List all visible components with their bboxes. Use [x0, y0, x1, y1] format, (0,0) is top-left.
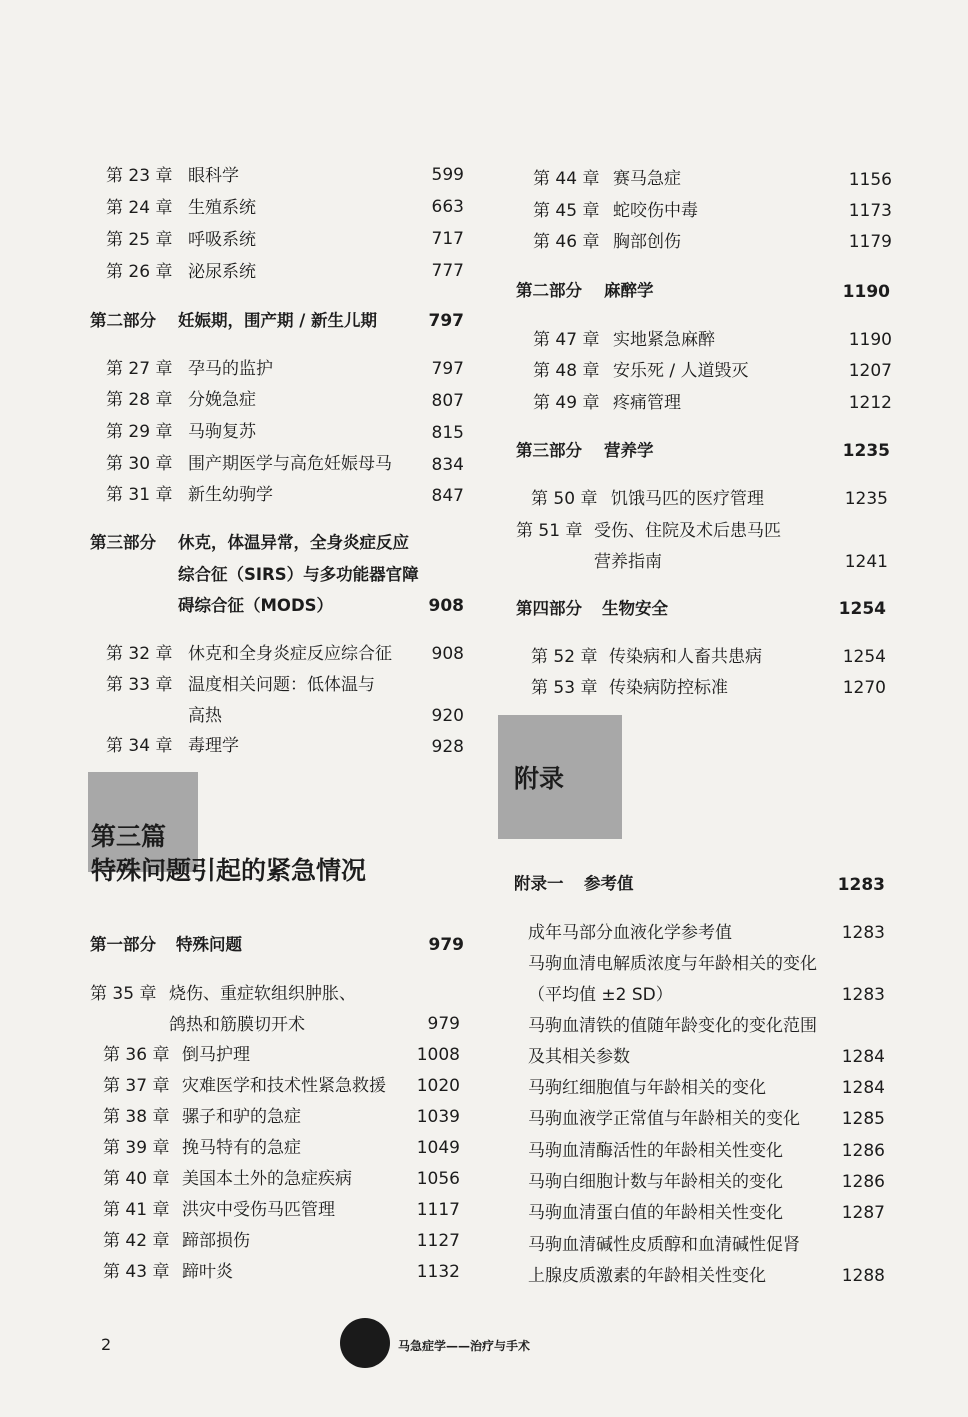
toc-entry	[106, 197, 256, 219]
appendix-item: 马驹血液学正常值与年龄相关的变化	[528, 1109, 800, 1129]
chapter-title: 疼痛管理	[613, 393, 681, 413]
page-number: 928	[431, 737, 464, 757]
chapter-title: 毒理学	[188, 736, 239, 756]
chapter-title: 倒马护理	[182, 1045, 250, 1065]
footer-circle-mark	[340, 1318, 390, 1368]
chapter-number: 第 26 章	[106, 262, 173, 282]
page-number: 797	[428, 311, 464, 331]
chapter-number: 第 30 章	[106, 454, 173, 474]
page-number: 1190	[848, 330, 892, 350]
appendix-heading	[514, 873, 634, 895]
toc-entry	[103, 1230, 250, 1252]
page-number: 908	[428, 596, 464, 616]
toc-entry	[533, 392, 681, 414]
chapter-number: 第 45 章	[533, 201, 600, 221]
part-title-line2: 综合征（SIRS）与多功能器官障	[178, 565, 419, 584]
chapter-number: 第 41 章	[103, 1200, 170, 1220]
part-label: 第四部分	[516, 599, 582, 618]
toc-entry	[106, 229, 256, 251]
part-label: 第三部分	[90, 533, 156, 552]
volume-number: 第三篇	[91, 822, 167, 851]
toc-entry	[103, 1199, 335, 1221]
page-number: 979	[427, 1014, 460, 1034]
toc-entry	[106, 484, 273, 506]
chapter-title: 蛇咬伤中毒	[613, 201, 698, 221]
chapter-title: 蹄部损伤	[182, 1231, 250, 1251]
part-heading	[516, 280, 654, 302]
page-number: 1173	[848, 201, 892, 221]
part-title: 麻醉学	[604, 281, 654, 300]
appendix-item: 马驹血清电解质浓度与年龄相关的变化	[528, 954, 817, 974]
part-heading	[516, 440, 654, 462]
appendix-title: 附录	[514, 764, 565, 793]
appendix-item-line2: （平均值 ±2 SD）	[528, 985, 673, 1005]
chapter-title: 胸部创伤	[613, 232, 681, 252]
toc-entry	[533, 329, 715, 351]
page-number: 1235	[844, 489, 888, 509]
chapter-number: 第 35 章	[90, 984, 157, 1004]
page-number: 717	[431, 229, 464, 249]
chapter-number: 第 43 章	[103, 1262, 170, 1282]
chapter-number: 第 53 章	[531, 678, 598, 698]
page-number: 797	[431, 359, 464, 379]
part-heading	[516, 598, 668, 620]
page-number: 1286	[841, 1172, 885, 1192]
part-label: 第一部分	[90, 935, 156, 954]
toc-entry	[103, 1075, 386, 1097]
chapter-number: 第 49 章	[533, 393, 600, 413]
toc-entry	[106, 453, 392, 475]
page-number: 920	[431, 706, 464, 726]
part-title: 生物安全	[602, 599, 668, 618]
page-number: 1287	[841, 1203, 885, 1223]
page-number: 1286	[841, 1141, 885, 1161]
chapter-number: 第 33 章	[106, 675, 173, 695]
chapter-number: 第 40 章	[103, 1169, 170, 1189]
page-number: 1288	[841, 1266, 885, 1286]
chapter-title: 呼吸系统	[188, 230, 256, 250]
page-number: 979	[428, 935, 464, 955]
toc-entry	[533, 360, 749, 382]
chapter-title: 蹄叶炎	[182, 1262, 233, 1282]
toc-entry	[106, 643, 392, 665]
toc-entry	[103, 1168, 352, 1190]
appendix-item: 成年马部分血液化学参考值	[528, 923, 732, 943]
chapter-title: 围产期医学与高危妊娠母马	[188, 454, 392, 474]
chapter-number: 第 39 章	[103, 1138, 170, 1158]
page-number: 1056	[416, 1169, 460, 1189]
chapter-number: 第 47 章	[533, 330, 600, 350]
toc-entry	[103, 1044, 250, 1066]
part-title-line1: 休克，体温异常，全身炎症反应	[178, 533, 409, 552]
part-title: 妊娠期，围产期 / 新生儿期	[178, 311, 378, 330]
chapter-number: 第 24 章	[106, 198, 173, 218]
chapter-number: 第 46 章	[533, 232, 600, 252]
page-number: 1179	[848, 232, 892, 252]
part-label: 第三部分	[516, 441, 582, 460]
chapter-title: 新生幼驹学	[188, 485, 273, 505]
page-number: 847	[431, 486, 464, 506]
toc-entry	[106, 261, 256, 283]
toc-entry	[106, 165, 239, 187]
appendix-item: 马驹血清碱性皮质醇和血清碱性促肾	[528, 1235, 800, 1255]
chapter-number: 第 31 章	[106, 485, 173, 505]
toc-entry	[103, 1137, 301, 1159]
chapter-title-line2: 营养指南	[594, 552, 662, 572]
part-title: 营养学	[604, 441, 654, 460]
chapter-number: 第 38 章	[103, 1107, 170, 1127]
chapter-title: 生殖系统	[188, 198, 256, 218]
toc-entry	[90, 983, 356, 1005]
page-number: 1284	[841, 1078, 885, 1098]
chapter-number: 第 34 章	[106, 736, 173, 756]
page-number: 663	[431, 197, 464, 217]
page-number: 1049	[416, 1138, 460, 1158]
appendix-item-line2: 及其相关参数	[528, 1047, 630, 1067]
page-number: 599	[431, 165, 464, 185]
page-number: 1008	[416, 1045, 460, 1065]
appendix-item: 马驹红细胞值与年龄相关的变化	[528, 1078, 766, 1098]
toc-entry	[103, 1106, 301, 1128]
toc-entry	[533, 168, 681, 190]
toc-entry	[531, 677, 728, 699]
appendix-item: 马驹血清铁的值随年龄变化的变化范围	[528, 1016, 817, 1036]
page-number: 1254	[838, 599, 886, 619]
toc-entry	[106, 389, 256, 411]
page-number: 1117	[416, 1200, 460, 1220]
chapter-title: 孕马的监护	[188, 359, 273, 379]
page-number: 1254	[842, 647, 886, 667]
chapter-title: 实地紧急麻醉	[613, 330, 715, 350]
appendix-label: 附录一	[514, 874, 564, 893]
chapter-title: 温度相关问题：低体温与	[188, 675, 375, 695]
page-number: 1283	[841, 985, 885, 1005]
chapter-title: 骡子和驴的急症	[182, 1107, 301, 1127]
chapter-title: 传染病和人畜共患病	[609, 647, 762, 667]
footer-page-number: 2	[101, 1335, 112, 1354]
toc-entry	[106, 358, 273, 380]
chapter-number: 第 51 章	[516, 521, 583, 541]
chapter-number: 第 36 章	[103, 1045, 170, 1065]
toc-entry	[106, 674, 375, 696]
part-heading	[90, 310, 378, 332]
chapter-title: 休克和全身炎症反应综合征	[188, 644, 392, 664]
part-title-line3: 碍综合征（MODS）	[178, 596, 334, 615]
chapter-title: 赛马急症	[613, 169, 681, 189]
part-heading	[90, 532, 409, 554]
chapter-number: 第 48 章	[533, 361, 600, 381]
page-number: 1039	[416, 1107, 460, 1127]
chapter-number: 第 29 章	[106, 422, 173, 442]
chapter-title: 饥饿马匹的医疗管理	[611, 489, 764, 509]
page-number: 908	[431, 644, 464, 664]
page-number: 777	[431, 261, 464, 281]
chapter-number: 第 52 章	[531, 647, 598, 667]
chapter-title: 传染病防控标准	[609, 678, 728, 698]
page-number: 1212	[848, 393, 892, 413]
page-number: 1283	[841, 923, 885, 943]
chapter-title-line2: 高热	[188, 706, 222, 726]
appendix-item-line2: 上腺皮质激素的年龄相关性变化	[528, 1266, 766, 1286]
chapter-title: 洪灾中受伤马匹管理	[182, 1200, 335, 1220]
volume-title: 特殊问题引起的紧急情况	[91, 856, 367, 885]
appendix-item: 马驹血清蛋白值的年龄相关性变化	[528, 1203, 783, 1223]
chapter-title: 安乐死 / 人道毁灭	[613, 361, 749, 381]
page-number: 1020	[416, 1076, 460, 1096]
chapter-number: 第 28 章	[106, 390, 173, 410]
chapter-number: 第 37 章	[103, 1076, 170, 1096]
appendix-section-title: 参考值	[584, 874, 634, 893]
chapter-title: 挽马特有的急症	[182, 1138, 301, 1158]
part-label: 第二部分	[516, 281, 582, 300]
page-number: 815	[431, 423, 464, 443]
page-number: 1235	[842, 441, 890, 461]
page-number: 1156	[848, 170, 892, 190]
part-heading	[90, 934, 242, 956]
toc-entry	[531, 488, 764, 510]
chapter-number: 第 27 章	[106, 359, 173, 379]
chapter-number: 第 42 章	[103, 1231, 170, 1251]
page-number: 1132	[416, 1262, 460, 1282]
page-number: 807	[431, 391, 464, 411]
appendix-item: 马驹血清酶活性的年龄相关性变化	[528, 1141, 783, 1161]
chapter-number: 第 23 章	[106, 166, 173, 186]
page-number: 1270	[842, 678, 886, 698]
page-number: 1285	[841, 1109, 885, 1129]
appendix-item: 马驹白细胞计数与年龄相关的变化	[528, 1172, 783, 1192]
chapter-title: 眼科学	[188, 166, 239, 186]
page-number: 1207	[848, 361, 892, 381]
toc-entry	[533, 200, 698, 222]
toc-entry	[531, 646, 762, 668]
toc-entry	[106, 735, 239, 757]
chapter-number: 第 25 章	[106, 230, 173, 250]
toc-entry	[106, 421, 256, 443]
chapter-number: 第 50 章	[531, 489, 598, 509]
toc-entry	[516, 520, 781, 542]
chapter-title: 泌尿系统	[188, 262, 256, 282]
part-label: 第二部分	[90, 311, 156, 330]
chapter-title: 灾难医学和技术性紧急救援	[182, 1076, 386, 1096]
chapter-title-line2: 鸽热和筋膜切开术	[169, 1015, 305, 1035]
page-number: 1283	[837, 875, 885, 895]
part-title: 特殊问题	[176, 935, 242, 954]
toc-entry	[533, 231, 681, 253]
chapter-title: 分娩急症	[188, 390, 256, 410]
chapter-title: 马驹复苏	[188, 422, 256, 442]
chapter-number: 第 32 章	[106, 644, 173, 664]
chapter-title: 美国本土外的急症疾病	[182, 1169, 352, 1189]
toc-entry	[103, 1261, 233, 1283]
page-number: 1241	[844, 552, 888, 572]
chapter-title: 受伤、住院及术后患马匹	[594, 521, 781, 541]
chapter-title: 烧伤、重症软组织肿胀、	[169, 984, 356, 1004]
chapter-number: 第 44 章	[533, 169, 600, 189]
page-number: 1190	[842, 282, 890, 302]
page-number: 834	[431, 455, 464, 475]
footer-book-title: 马急症学——治疗与手术	[398, 1339, 531, 1353]
page-number: 1284	[841, 1047, 885, 1067]
page-number: 1127	[416, 1231, 460, 1251]
